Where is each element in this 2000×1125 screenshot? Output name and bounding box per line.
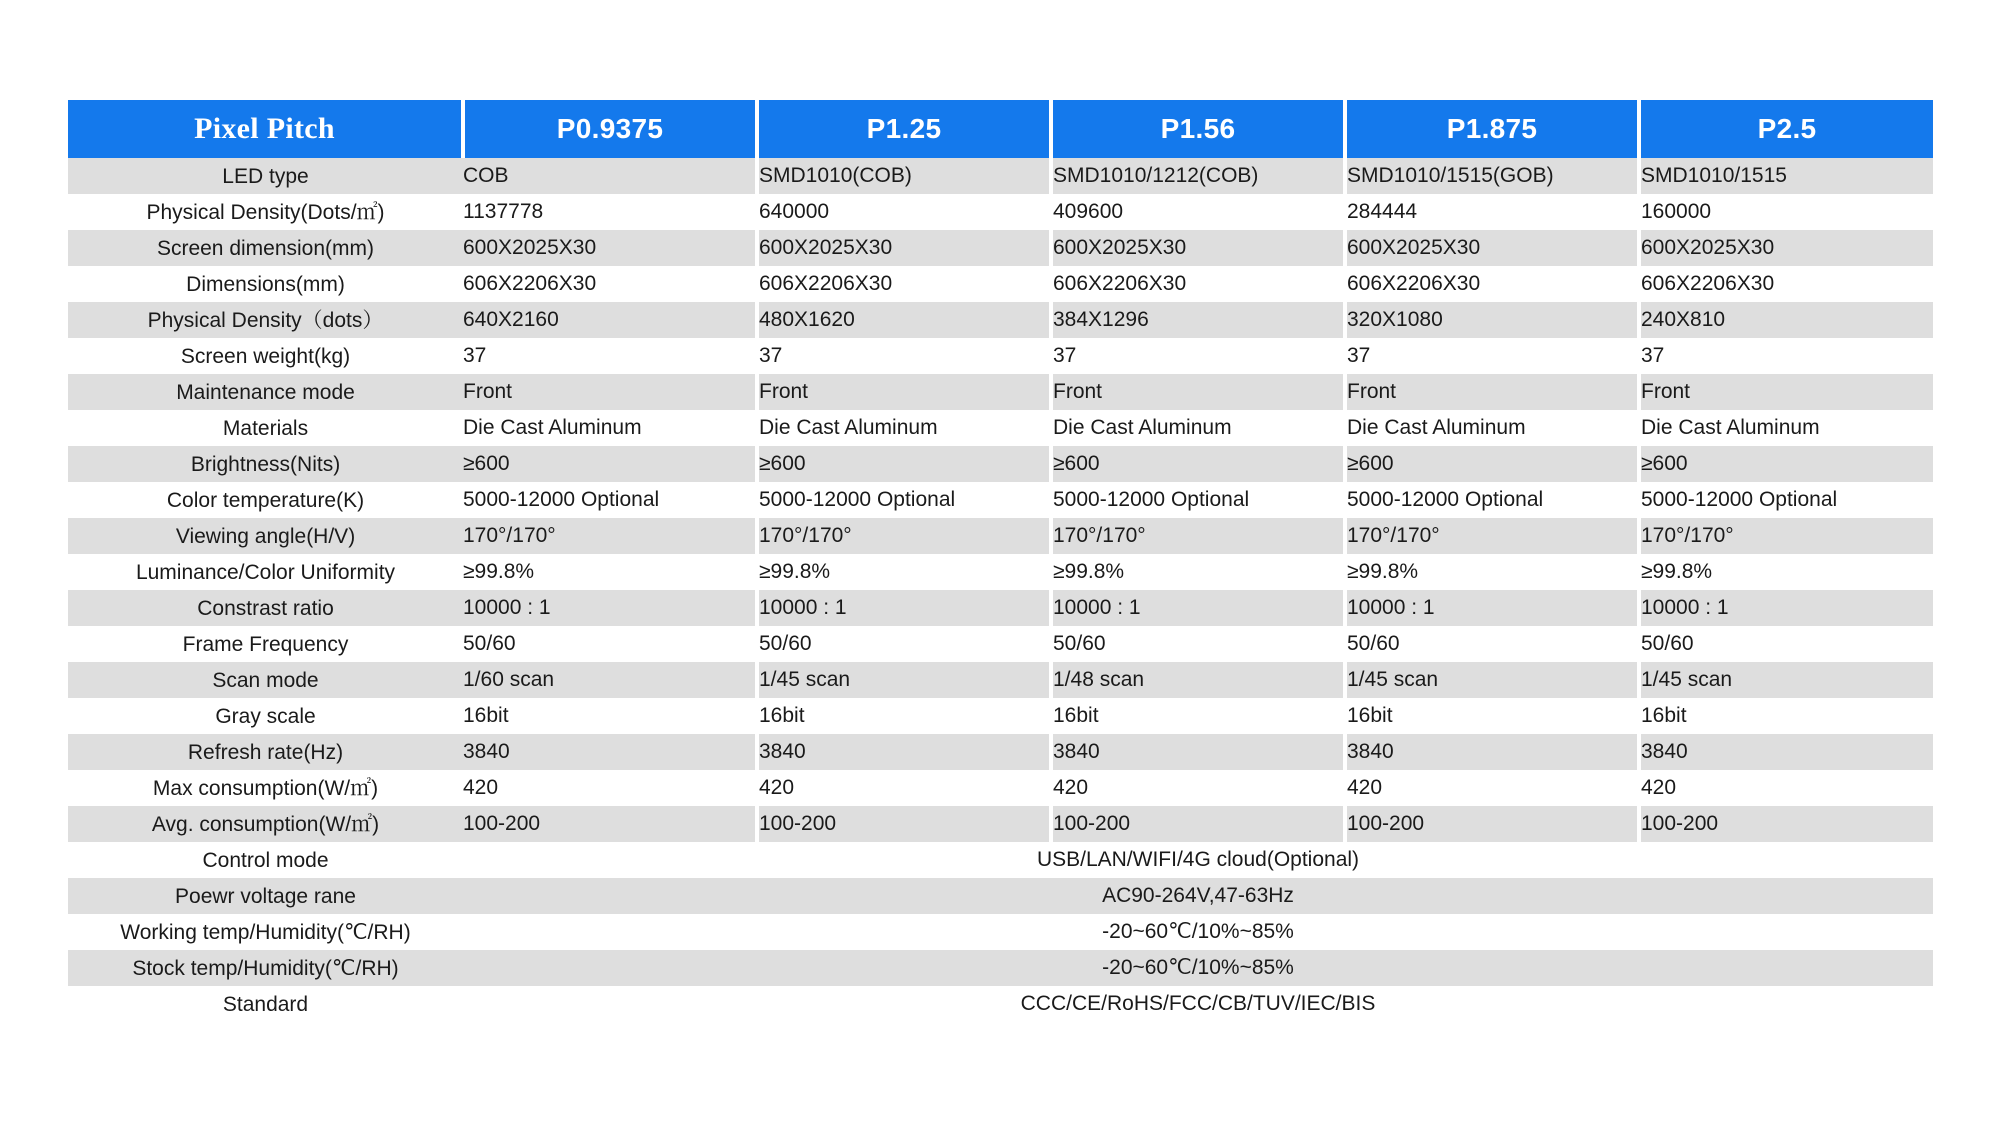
row-value: 170°/170°	[463, 518, 757, 554]
row-value: 37	[1051, 338, 1345, 374]
row-value: 409600	[1051, 194, 1345, 230]
table-body	[68, 158, 1933, 1022]
row-value: ≥600	[1345, 446, 1639, 482]
row-value: 100-200	[463, 806, 757, 842]
row-value: 420	[463, 770, 757, 806]
table-row	[68, 842, 1933, 878]
row-value: 16bit	[1639, 698, 1933, 734]
row-value: 100-200	[1639, 806, 1933, 842]
row-value: 600X2025X30	[1639, 230, 1933, 266]
row-value: 420	[1051, 770, 1345, 806]
table-row	[68, 518, 1933, 554]
row-value: 5000-12000 Optional	[757, 482, 1051, 518]
row-value: 1/45 scan	[1345, 662, 1639, 698]
row-label: Standard	[68, 986, 463, 1022]
row-value: 100-200	[1345, 806, 1639, 842]
table-row	[68, 806, 1933, 842]
row-value: Die Cast Aluminum	[1345, 410, 1639, 446]
row-value: 37	[463, 338, 757, 374]
table-row	[68, 482, 1933, 518]
row-value: 50/60	[757, 626, 1051, 662]
row-value: 640000	[757, 194, 1051, 230]
row-value: 606X2206X30	[1639, 266, 1933, 302]
table-row	[68, 410, 1933, 446]
row-label: Viewing angle(H/V)	[68, 518, 463, 554]
row-value: 1137778	[463, 194, 757, 230]
header-column-p09375: P0.9375	[463, 100, 757, 158]
row-value: 600X2025X30	[1051, 230, 1345, 266]
row-value: 170°/170°	[1345, 518, 1639, 554]
table-header-row	[68, 100, 1933, 158]
row-label: Avg. consumption(W/㎡)	[68, 806, 463, 842]
table-row	[68, 554, 1933, 590]
row-label: LED type	[68, 158, 463, 194]
row-label: Poewr voltage rane	[68, 878, 463, 914]
row-value: 37	[1345, 338, 1639, 374]
table-row	[68, 698, 1933, 734]
table-row	[68, 374, 1933, 410]
row-value: 5000-12000 Optional	[1051, 482, 1345, 518]
row-value: 50/60	[1345, 626, 1639, 662]
row-label: Physical Density(Dots/㎡)	[68, 194, 463, 230]
header-column-p125: P1.25	[757, 100, 1051, 158]
row-value: ≥600	[1639, 446, 1933, 482]
row-value: 170°/170°	[1051, 518, 1345, 554]
row-value: 50/60	[463, 626, 757, 662]
row-value: 37	[1639, 338, 1933, 374]
row-label: Working temp/Humidity(℃/RH)	[68, 914, 463, 950]
row-label: Screen dimension(mm)	[68, 230, 463, 266]
row-value: 3840	[1345, 734, 1639, 770]
row-label: Refresh rate(Hz)	[68, 734, 463, 770]
row-value: 606X2206X30	[1345, 266, 1639, 302]
row-value: SMD1010/1515	[1639, 158, 1933, 194]
table-row	[68, 734, 1933, 770]
row-value: 50/60	[1639, 626, 1933, 662]
row-value: 10000 : 1	[463, 590, 757, 626]
row-value: 420	[757, 770, 1051, 806]
table-row	[68, 986, 1933, 1022]
row-value: Die Cast Aluminum	[463, 410, 757, 446]
row-value: 10000 : 1	[1051, 590, 1345, 626]
row-value: ≥600	[463, 446, 757, 482]
row-value: SMD1010(COB)	[757, 158, 1051, 194]
row-label: Control mode	[68, 842, 463, 878]
row-value: 16bit	[757, 698, 1051, 734]
row-value: 3840	[757, 734, 1051, 770]
row-value: 640X2160	[463, 302, 757, 338]
row-label: Frame Frequency	[68, 626, 463, 662]
row-value: 16bit	[463, 698, 757, 734]
row-value: COB	[463, 158, 757, 194]
led-specification-table	[68, 100, 1933, 1022]
row-value-merged: USB/LAN/WIFI/4G cloud(Optional)	[463, 842, 1933, 878]
table-row	[68, 914, 1933, 950]
row-value: Front	[1345, 374, 1639, 410]
row-value: 3840	[463, 734, 757, 770]
row-value: ≥99.8%	[463, 554, 757, 590]
row-value: 420	[1639, 770, 1933, 806]
row-value: ≥99.8%	[1051, 554, 1345, 590]
table-row	[68, 626, 1933, 662]
row-value-merged: -20~60℃/10%~85%	[463, 914, 1933, 950]
header-pixel-pitch: Pixel Pitch	[68, 100, 463, 158]
row-value: 240X810	[1639, 302, 1933, 338]
row-value: 600X2025X30	[463, 230, 757, 266]
row-value: Die Cast Aluminum	[1051, 410, 1345, 446]
row-value: 384X1296	[1051, 302, 1345, 338]
row-value: Die Cast Aluminum	[1639, 410, 1933, 446]
table-row	[68, 266, 1933, 302]
row-value: 606X2206X30	[757, 266, 1051, 302]
row-value: 50/60	[1051, 626, 1345, 662]
row-value: 5000-12000 Optional	[1345, 482, 1639, 518]
table-row	[68, 770, 1933, 806]
table-row	[68, 446, 1933, 482]
row-label: Color temperature(K)	[68, 482, 463, 518]
row-value: 10000 : 1	[1345, 590, 1639, 626]
table-row	[68, 158, 1933, 194]
row-value: 10000 : 1	[1639, 590, 1933, 626]
row-value: 3840	[1051, 734, 1345, 770]
row-value: ≥99.8%	[757, 554, 1051, 590]
row-value: 600X2025X30	[1345, 230, 1639, 266]
row-value: 160000	[1639, 194, 1933, 230]
row-label: Stock temp/Humidity(℃/RH)	[68, 950, 463, 986]
row-value: ≥99.8%	[1639, 554, 1933, 590]
row-label: Materials	[68, 410, 463, 446]
row-label: Screen weight(kg)	[68, 338, 463, 374]
row-label: Scan mode	[68, 662, 463, 698]
row-value: ≥99.8%	[1345, 554, 1639, 590]
row-value: Die Cast Aluminum	[757, 410, 1051, 446]
row-label: Dimensions(mm)	[68, 266, 463, 302]
table-row	[68, 590, 1933, 626]
row-value: 284444	[1345, 194, 1639, 230]
row-value: 3840	[1639, 734, 1933, 770]
row-value: Front	[463, 374, 757, 410]
row-value: 1/60 scan	[463, 662, 757, 698]
row-value: 480X1620	[757, 302, 1051, 338]
table-row	[68, 338, 1933, 374]
table-header	[68, 100, 1933, 158]
row-label: Brightness(Nits)	[68, 446, 463, 482]
row-value: Front	[1639, 374, 1933, 410]
row-value: SMD1010/1212(COB)	[1051, 158, 1345, 194]
row-value-merged: -20~60℃/10%~85%	[463, 950, 1933, 986]
table-row	[68, 662, 1933, 698]
row-value: 606X2206X30	[463, 266, 757, 302]
row-value: 5000-12000 Optional	[463, 482, 757, 518]
row-value: 600X2025X30	[757, 230, 1051, 266]
row-value-merged: CCC/CE/RoHS/FCC/CB/TUV/IEC/BIS	[463, 986, 1933, 1022]
row-value: ≥600	[757, 446, 1051, 482]
header-column-p1875: P1.875	[1345, 100, 1639, 158]
spec-sheet	[68, 100, 1933, 1022]
header-column-p156: P1.56	[1051, 100, 1345, 158]
row-label: Gray scale	[68, 698, 463, 734]
row-value: 1/45 scan	[1639, 662, 1933, 698]
row-label: Physical Density（dots）	[68, 302, 463, 338]
row-value: 10000 : 1	[757, 590, 1051, 626]
table-row	[68, 878, 1933, 914]
table-row	[68, 230, 1933, 266]
table-row	[68, 950, 1933, 986]
row-value: 37	[757, 338, 1051, 374]
header-column-p25: P2.5	[1639, 100, 1933, 158]
table-row	[68, 302, 1933, 338]
row-label: Maintenance mode	[68, 374, 463, 410]
row-value: Front	[1051, 374, 1345, 410]
row-value: Front	[757, 374, 1051, 410]
row-value: SMD1010/1515(GOB)	[1345, 158, 1639, 194]
row-value: 100-200	[1051, 806, 1345, 842]
row-value: 170°/170°	[1639, 518, 1933, 554]
row-value: 5000-12000 Optional	[1639, 482, 1933, 518]
row-value: ≥600	[1051, 446, 1345, 482]
row-value: 420	[1345, 770, 1639, 806]
row-value: 320X1080	[1345, 302, 1639, 338]
row-value: 1/48 scan	[1051, 662, 1345, 698]
row-value: 170°/170°	[757, 518, 1051, 554]
row-label: Max consumption(W/㎡)	[68, 770, 463, 806]
row-label: Luminance/Color Uniformity	[68, 554, 463, 590]
row-value: 1/45 scan	[757, 662, 1051, 698]
row-value: 16bit	[1345, 698, 1639, 734]
row-value: 16bit	[1051, 698, 1345, 734]
row-value: 100-200	[757, 806, 1051, 842]
table-row	[68, 194, 1933, 230]
row-value: 606X2206X30	[1051, 266, 1345, 302]
row-label: Constrast ratio	[68, 590, 463, 626]
row-value-merged: AC90-264V,47-63Hz	[463, 878, 1933, 914]
